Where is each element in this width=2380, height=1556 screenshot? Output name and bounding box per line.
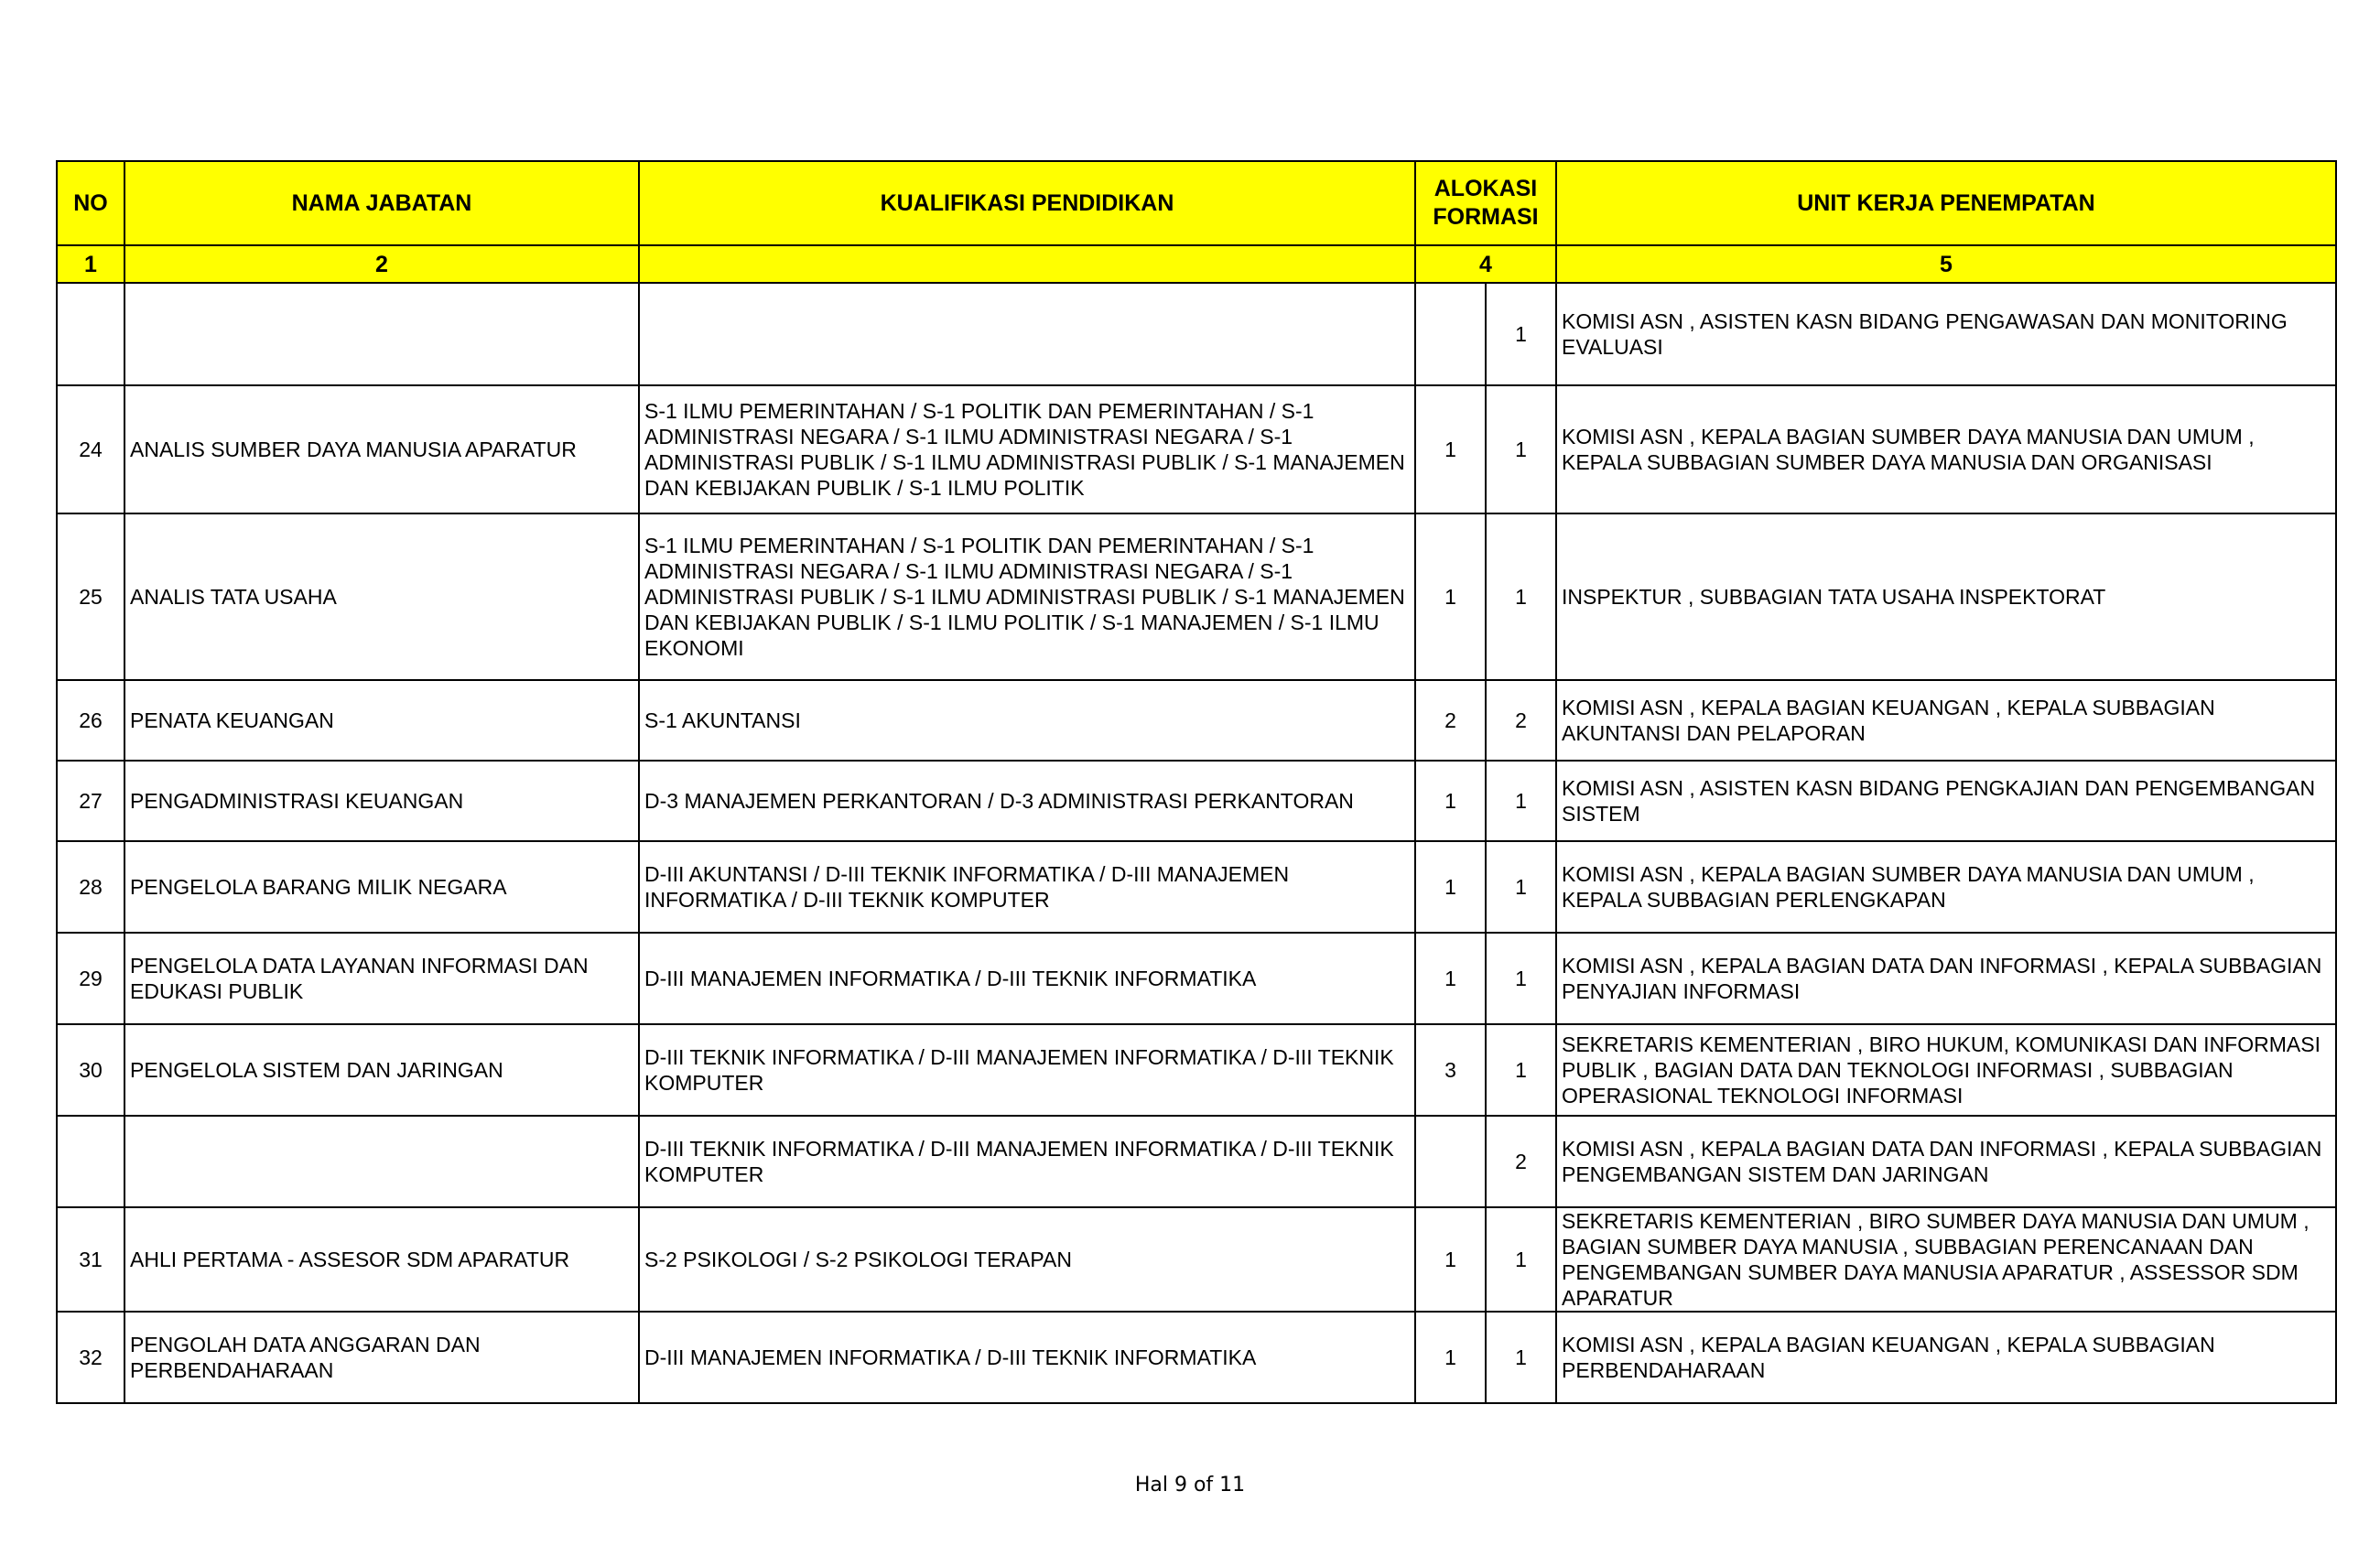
row-kualifikasi: D-3 MANAJEMEN PERKANTORAN / D-3 ADMINISTRASI PERKANTORAN bbox=[639, 761, 1415, 841]
row-alokasi-total: 1 bbox=[1415, 385, 1486, 513]
row-alokasi-unit: 1 bbox=[1486, 933, 1556, 1024]
colnum-5: 5 bbox=[1556, 245, 2336, 283]
row-alokasi-unit: 1 bbox=[1486, 283, 1556, 385]
row-alokasi-unit: 1 bbox=[1486, 1312, 1556, 1403]
colnum-1: 1 bbox=[57, 245, 124, 283]
table-row bbox=[57, 1024, 2336, 1116]
table-row bbox=[57, 1207, 2336, 1312]
row-unit-kerja: SEKRETARIS KEMENTERIAN , BIRO SUMBER DAYA MANUSIA DAN UMUM , BAGIAN SUMBER DAYA MANUSIA , SUBBAGIAN PERENCANAAN DAN PENGEMBANGAN SUMBER DAYA MANUSIA APARATUR , ASSESSOR SDM APARATUR bbox=[1556, 1207, 2336, 1312]
colnum-4: 4 bbox=[1415, 245, 1556, 283]
colnum-2: 2 bbox=[124, 245, 639, 283]
row-alokasi-total: 1 bbox=[1415, 841, 1486, 933]
row-alokasi-total: 2 bbox=[1415, 680, 1486, 761]
header-row bbox=[57, 161, 2336, 245]
row-kualifikasi: S-1 ILMU PEMERINTAHAN / S-1 POLITIK DAN PEMERINTAHAN / S-1 ADMINISTRASI NEGARA / S-1 ILMU ADMINISTRASI NEGARA / S-1 ADMINISTRASI PUBLIK / S-1 ILMU ADMINISTRASI PUBLIK / S-1 MANAJEMEN DAN KEBIJAKAN PUBLIK / S-1 ILMU POLITIK / S-1 MANAJEMEN / S-1 ILMU EKONOMI bbox=[639, 513, 1415, 680]
header-alokasi: ALOKASI FORMASI bbox=[1415, 161, 1556, 245]
row-nama-jabatan: PENGELOLA SISTEM DAN JARINGAN bbox=[124, 1024, 639, 1116]
row-unit-kerja: KOMISI ASN , KEPALA BAGIAN SUMBER DAYA MANUSIA DAN UMUM , KEPALA SUBBAGIAN PERLENGKAPAN bbox=[1556, 841, 2336, 933]
row-no bbox=[57, 1116, 124, 1207]
row-unit-kerja: INSPEKTUR , SUBBAGIAN TATA USAHA INSPEKTORAT bbox=[1556, 513, 2336, 680]
row-alokasi-unit: 2 bbox=[1486, 1116, 1556, 1207]
row-alokasi-unit: 1 bbox=[1486, 841, 1556, 933]
row-no: 27 bbox=[57, 761, 124, 841]
row-kualifikasi: D-III AKUNTANSI / D-III TEKNIK INFORMATIKA / D-III MANAJEMEN INFORMATIKA / D-III TEKNIK KOMPUTER bbox=[639, 841, 1415, 933]
row-nama-jabatan: ANALIS SUMBER DAYA MANUSIA APARATUR bbox=[124, 385, 639, 513]
row-nama-jabatan: ANALIS TATA USAHA bbox=[124, 513, 639, 680]
row-nama-jabatan bbox=[124, 283, 639, 385]
row-kualifikasi: D-III MANAJEMEN INFORMATIKA / D-III TEKNIK INFORMATIKA bbox=[639, 1312, 1415, 1403]
row-nama-jabatan: PENGELOLA BARANG MILIK NEGARA bbox=[124, 841, 639, 933]
table-body bbox=[57, 283, 2336, 1403]
table-row bbox=[57, 680, 2336, 761]
table-row bbox=[57, 513, 2336, 680]
row-nama-jabatan: PENGADMINISTRASI KEUANGAN bbox=[124, 761, 639, 841]
row-unit-kerja: SEKRETARIS KEMENTERIAN , BIRO HUKUM, KOMUNIKASI DAN INFORMASI PUBLIK , BAGIAN DATA DAN TEKNOLOGI INFORMASI , SUBBAGIAN OPERASIONAL TEKNOLOGI INFORMASI bbox=[1556, 1024, 2336, 1116]
row-unit-kerja: KOMISI ASN , ASISTEN KASN BIDANG PENGKAJIAN DAN PENGEMBANGAN SISTEM bbox=[1556, 761, 2336, 841]
table-row bbox=[57, 1116, 2336, 1207]
row-alokasi-total bbox=[1415, 1116, 1486, 1207]
row-alokasi-total: 1 bbox=[1415, 1312, 1486, 1403]
table-row bbox=[57, 841, 2336, 933]
row-kualifikasi: D-III TEKNIK INFORMATIKA / D-III MANAJEMEN INFORMATIKA / D-III TEKNIK KOMPUTER bbox=[639, 1116, 1415, 1207]
row-alokasi-unit: 1 bbox=[1486, 1024, 1556, 1116]
row-no bbox=[57, 283, 124, 385]
row-alokasi-unit: 1 bbox=[1486, 385, 1556, 513]
header-nama-jabatan: NAMA JABATAN bbox=[124, 161, 639, 245]
formasi-table bbox=[56, 160, 2337, 1404]
row-unit-kerja: KOMISI ASN , KEPALA BAGIAN KEUANGAN , KEPALA SUBBAGIAN PERBENDAHARAAN bbox=[1556, 1312, 2336, 1403]
row-unit-kerja: KOMISI ASN , KEPALA BAGIAN DATA DAN INFORMASI , KEPALA SUBBAGIAN PENYAJIAN INFORMASI bbox=[1556, 933, 2336, 1024]
table-row bbox=[57, 1312, 2336, 1403]
row-alokasi-total bbox=[1415, 283, 1486, 385]
row-no: 24 bbox=[57, 385, 124, 513]
row-unit-kerja: KOMISI ASN , ASISTEN KASN BIDANG PENGAWASAN DAN MONITORING EVALUASI bbox=[1556, 283, 2336, 385]
row-no: 28 bbox=[57, 841, 124, 933]
row-alokasi-unit: 1 bbox=[1486, 761, 1556, 841]
row-no: 31 bbox=[57, 1207, 124, 1312]
table-row bbox=[57, 933, 2336, 1024]
table-row bbox=[57, 385, 2336, 513]
row-kualifikasi: D-III MANAJEMEN INFORMATIKA / D-III TEKNIK INFORMATIKA bbox=[639, 933, 1415, 1024]
row-no: 32 bbox=[57, 1312, 124, 1403]
row-alokasi-total: 1 bbox=[1415, 761, 1486, 841]
row-kualifikasi: S-1 ILMU PEMERINTAHAN / S-1 POLITIK DAN PEMERINTAHAN / S-1 ADMINISTRASI NEGARA / S-1 ILMU ADMINISTRASI NEGARA / S-1 ADMINISTRASI PUBLIK / S-1 ILMU ADMINISTRASI PUBLIK / S-1 MANAJEMEN DAN KEBIJAKAN PUBLIK / S-1 ILMU POLITIK bbox=[639, 385, 1415, 513]
row-alokasi-total: 3 bbox=[1415, 1024, 1486, 1116]
row-kualifikasi: D-III TEKNIK INFORMATIKA / D-III MANAJEMEN INFORMATIKA / D-III TEKNIK KOMPUTER bbox=[639, 1024, 1415, 1116]
header-no: NO bbox=[57, 161, 124, 245]
row-nama-jabatan: PENGOLAH DATA ANGGARAN DAN PERBENDAHARAAN bbox=[124, 1312, 639, 1403]
row-alokasi-unit: 1 bbox=[1486, 1207, 1556, 1312]
row-no: 30 bbox=[57, 1024, 124, 1116]
header-unit-kerja: UNIT KERJA PENEMPATAN bbox=[1556, 161, 2336, 245]
row-nama-jabatan: PENGELOLA DATA LAYANAN INFORMASI DAN EDUKASI PUBLIK bbox=[124, 933, 639, 1024]
row-no: 26 bbox=[57, 680, 124, 761]
row-nama-jabatan: PENATA KEUANGAN bbox=[124, 680, 639, 761]
row-kualifikasi: S-2 PSIKOLOGI / S-2 PSIKOLOGI TERAPAN bbox=[639, 1207, 1415, 1312]
row-alokasi-unit: 2 bbox=[1486, 680, 1556, 761]
row-alokasi-total: 1 bbox=[1415, 513, 1486, 680]
row-no: 25 bbox=[57, 513, 124, 680]
row-unit-kerja: KOMISI ASN , KEPALA BAGIAN DATA DAN INFORMASI , KEPALA SUBBAGIAN PENGEMBANGAN SISTEM DAN JARINGAN bbox=[1556, 1116, 2336, 1207]
column-number-row bbox=[57, 245, 2336, 283]
row-kualifikasi bbox=[639, 283, 1415, 385]
row-nama-jabatan: AHLI PERTAMA - ASSESOR SDM APARATUR bbox=[124, 1207, 639, 1312]
row-nama-jabatan bbox=[124, 1116, 639, 1207]
table-row bbox=[57, 761, 2336, 841]
page-number: Hal 9 of 11 bbox=[1134, 1474, 1246, 1497]
row-alokasi-total: 1 bbox=[1415, 933, 1486, 1024]
row-alokasi-unit: 1 bbox=[1486, 513, 1556, 680]
header-kualifikasi: KUALIFIKASI PENDIDIKAN bbox=[639, 161, 1415, 245]
row-unit-kerja: KOMISI ASN , KEPALA BAGIAN SUMBER DAYA MANUSIA DAN UMUM , KEPALA SUBBAGIAN SUMBER DAYA MANUSIA DAN ORGANISASI bbox=[1556, 385, 2336, 513]
colnum-3 bbox=[639, 245, 1415, 283]
row-unit-kerja: KOMISI ASN , KEPALA BAGIAN KEUANGAN , KEPALA SUBBAGIAN AKUNTANSI DAN PELAPORAN bbox=[1556, 680, 2336, 761]
row-kualifikasi: S-1 AKUNTANSI bbox=[639, 680, 1415, 761]
row-alokasi-total: 1 bbox=[1415, 1207, 1486, 1312]
table-row bbox=[57, 283, 2336, 385]
row-no: 29 bbox=[57, 933, 124, 1024]
